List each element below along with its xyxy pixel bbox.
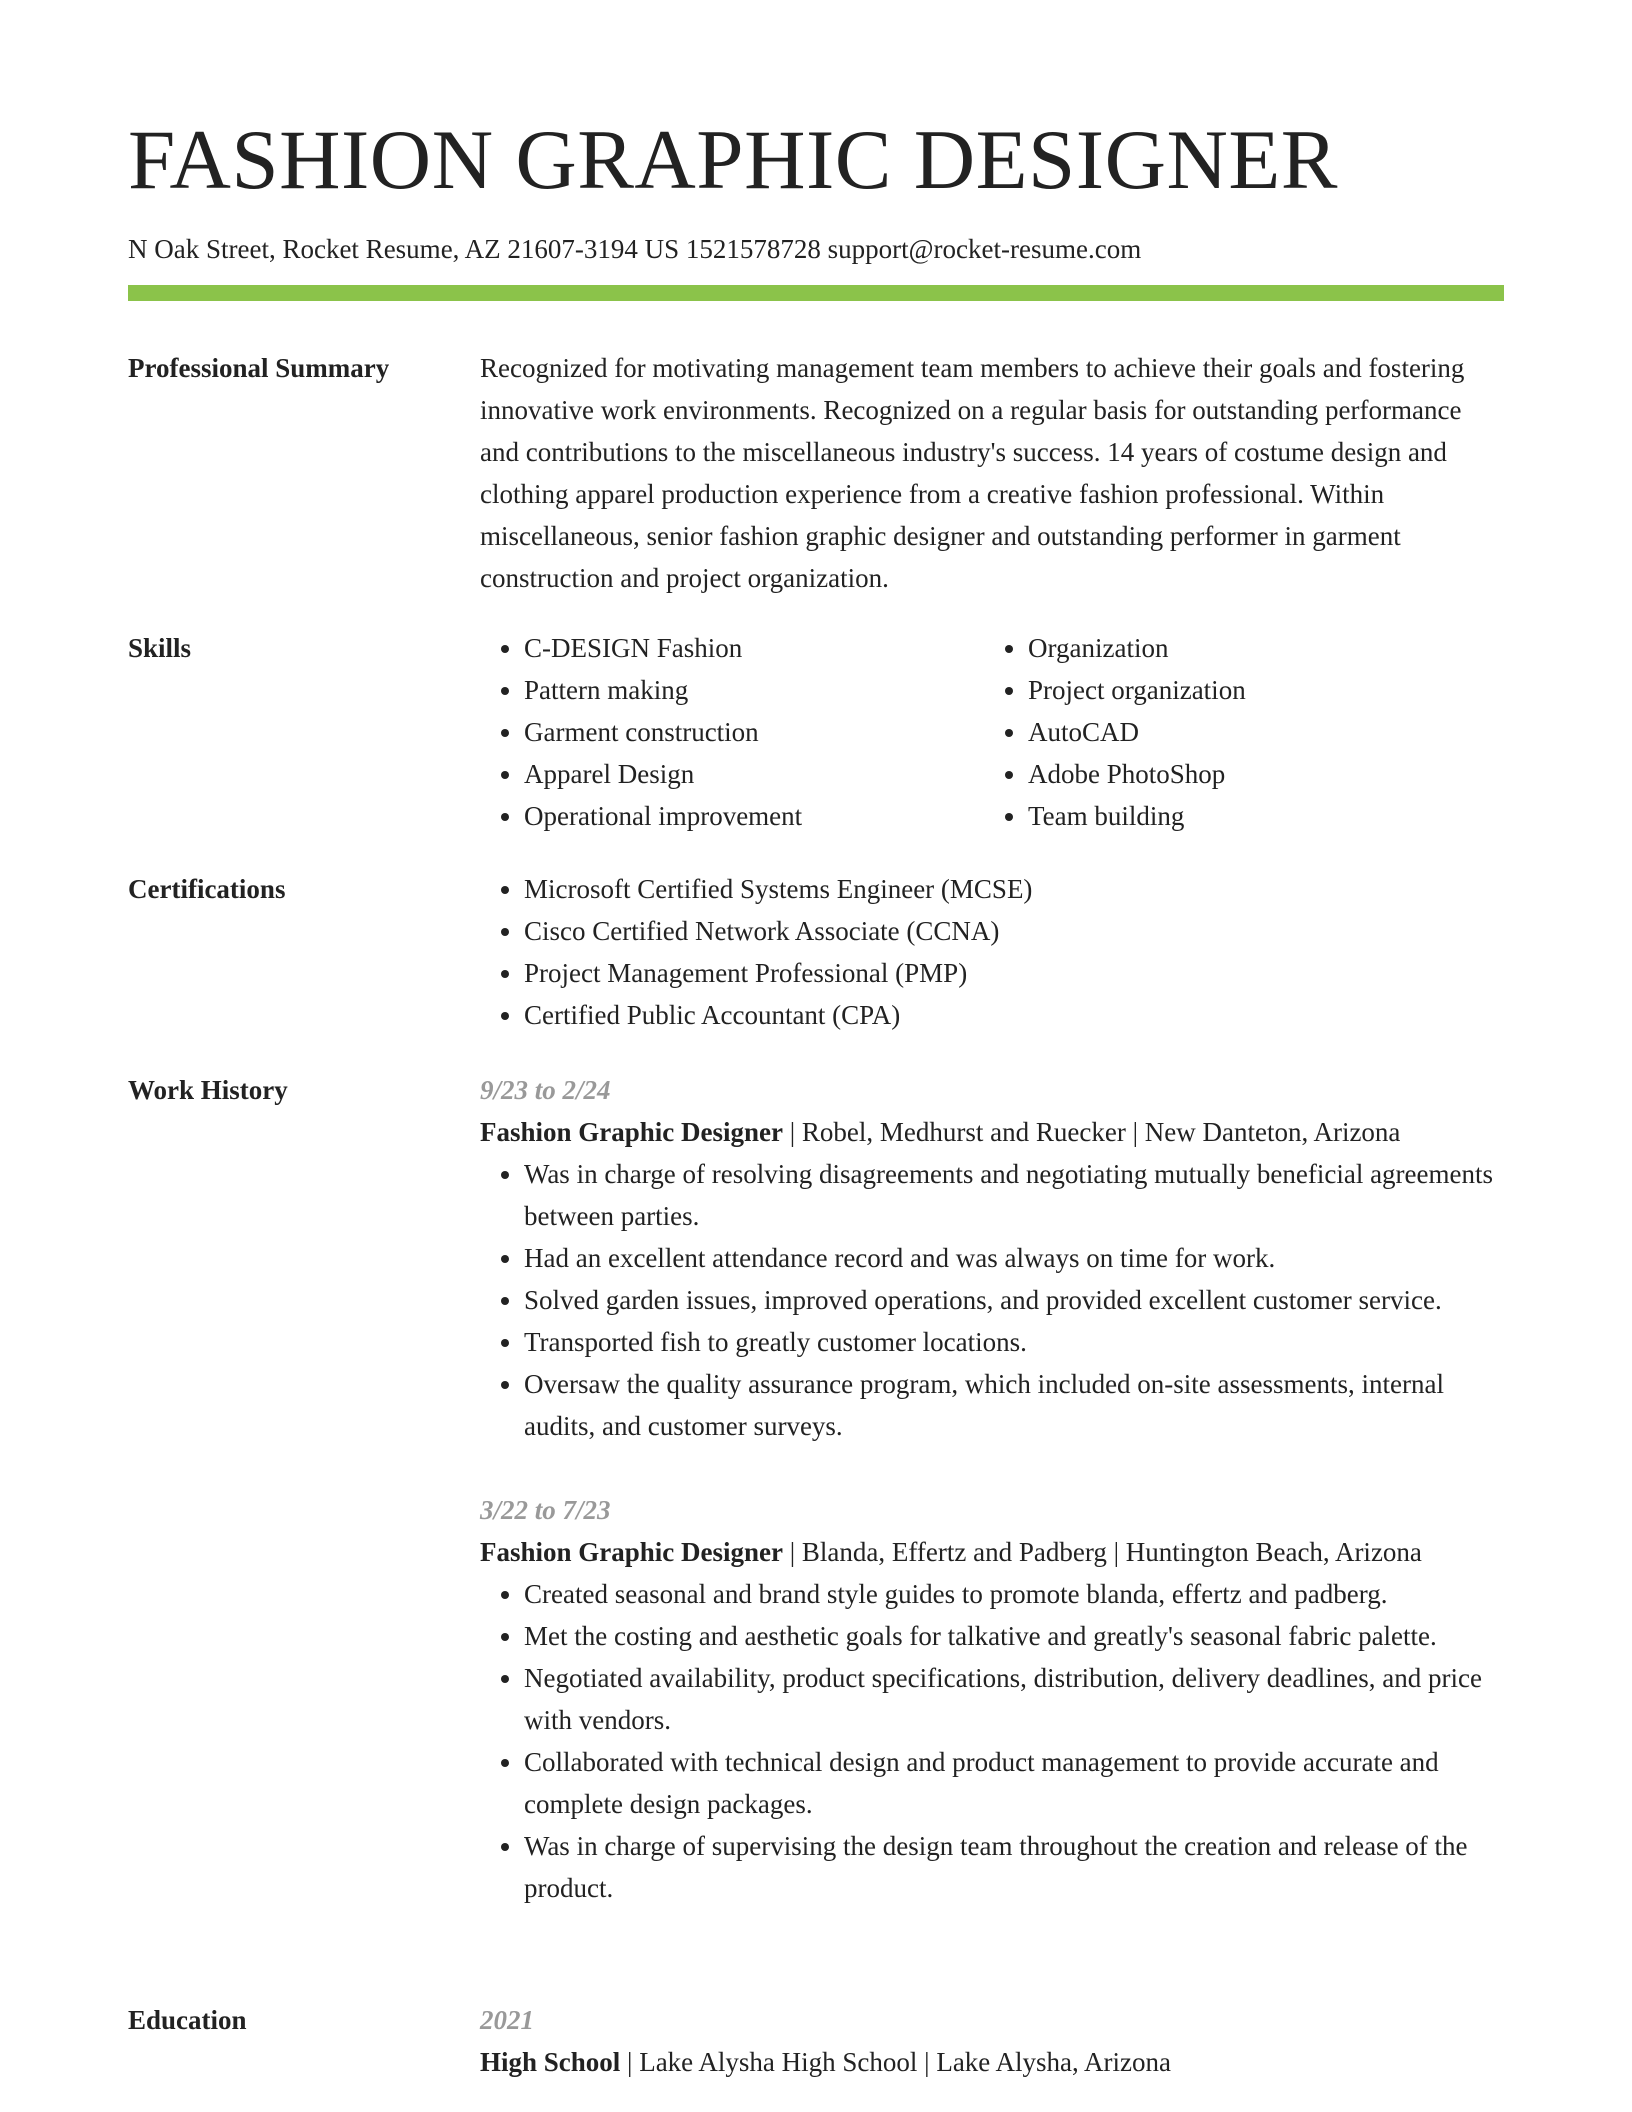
job-title-line <box>480 1531 1504 1573</box>
skill-item: • Team building <box>1028 795 1488 837</box>
certification-item: • Cisco Certified Network Associate (CCNA) <box>524 910 1504 952</box>
job-bullet: • Collaborated with technical design and product management to provide accurate and complete design packages. <box>524 1741 1504 1825</box>
skill-item: • Adobe PhotoShop <box>1028 753 1488 795</box>
skill-item: • Operational improvement <box>524 795 984 837</box>
job-bullet: • Transported fish to greatly customer locations. <box>524 1321 1504 1363</box>
certifications-body <box>480 868 1504 1036</box>
section-label-summary: Professional Summary <box>128 353 390 383</box>
education-line <box>480 2041 1504 2083</box>
section-label-work-history: Work History <box>128 1075 288 1105</box>
education-body <box>480 1999 1504 2083</box>
education-details: | Lake Alysha High School | Lake Alysha, Arizona <box>620 2047 1172 2077</box>
resume-title: FASHION GRAPHIC DESIGNER <box>128 113 1338 207</box>
education-degree: High School <box>480 2047 621 2077</box>
skill-item: • C-DESIGN Fashion <box>524 627 984 669</box>
job-date: 9/23 to 2/24 <box>480 1075 611 1105</box>
skills-column-left <box>480 627 984 837</box>
job-bullet: • Met the costing and aesthetic goals for talkative and greatly's seasonal fabric palette. <box>524 1615 1504 1657</box>
contact-line: N Oak Street, Rocket Resume, AZ 21607-3194 US 1521578728 support@rocket-resume.com <box>128 234 1142 264</box>
job-title-line <box>480 1111 1504 1153</box>
job-bullet: • Was in charge of resolving disagreements and negotiating mutually beneficial agreements between parties. <box>524 1153 1504 1237</box>
certification-item: • Certified Public Accountant (CPA) <box>524 994 1504 1036</box>
work-history-body <box>480 1069 1504 1909</box>
skills-body <box>480 627 1504 837</box>
skill-item: • Organization <box>1028 627 1488 669</box>
job-bullet: • Oversaw the quality assurance program, which included on-site assessments, internal audits, and customer surveys. <box>524 1363 1504 1447</box>
job-details: | Blanda, Effertz and Padberg | Huntington Beach, Arizona <box>783 1537 1422 1567</box>
skill-item: • Apparel Design <box>524 753 984 795</box>
education-date: 2021 <box>480 2005 534 2035</box>
job-entry <box>480 1069 1504 1447</box>
skill-item: • Pattern making <box>524 669 984 711</box>
job-bullet: • Solved garden issues, improved operations, and provided excellent customer service. <box>524 1279 1504 1321</box>
job-role: Fashion Graphic Designer <box>480 1537 784 1567</box>
summary-body <box>480 347 1504 599</box>
section-label-education: Education <box>128 2005 247 2035</box>
skill-item: • Garment construction <box>524 711 984 753</box>
job-date: 3/22 to 7/23 <box>480 1495 611 1525</box>
section-label-certifications: Certifications <box>128 874 286 904</box>
accent-divider <box>128 285 1504 301</box>
job-bullet: • Had an excellent attendance record and was always on time for work. <box>524 1237 1504 1279</box>
job-bullet: • Created seasonal and brand style guides to promote blanda, effertz and padberg. <box>524 1573 1504 1615</box>
certification-item: • Microsoft Certified Systems Engineer (MCSE) <box>524 868 1504 910</box>
certification-item: • Project Management Professional (PMP) <box>524 952 1504 994</box>
skill-item: • Project organization <box>1028 669 1488 711</box>
skills-column-right <box>984 627 1488 837</box>
job-details: | Robel, Medhurst and Ruecker | New Danteton, Arizona <box>783 1117 1401 1147</box>
job-entry <box>480 1489 1504 1909</box>
skill-item: • AutoCAD <box>1028 711 1488 753</box>
job-bullet: • Negotiated availability, product specifications, distribution, delivery deadlines, and price with vendors. <box>524 1657 1504 1741</box>
section-label-skills: Skills <box>128 633 192 663</box>
job-role: Fashion Graphic Designer <box>480 1117 784 1147</box>
job-bullet: • Was in charge of supervising the design team throughout the creation and release of the product. <box>524 1825 1504 1909</box>
summary-text: Recognized for motivating management team members to achieve their goals and fostering innovative work environments. Recognized on a regular basis for outstanding performance and contributions to the miscellaneous industry's success. 14 years of costume design and clothing apparel production experience from a creative fashion professional. Within miscellaneous, senior fashion graphic designer and outstanding performer in garment construction and project organization. <box>480 353 1465 593</box>
